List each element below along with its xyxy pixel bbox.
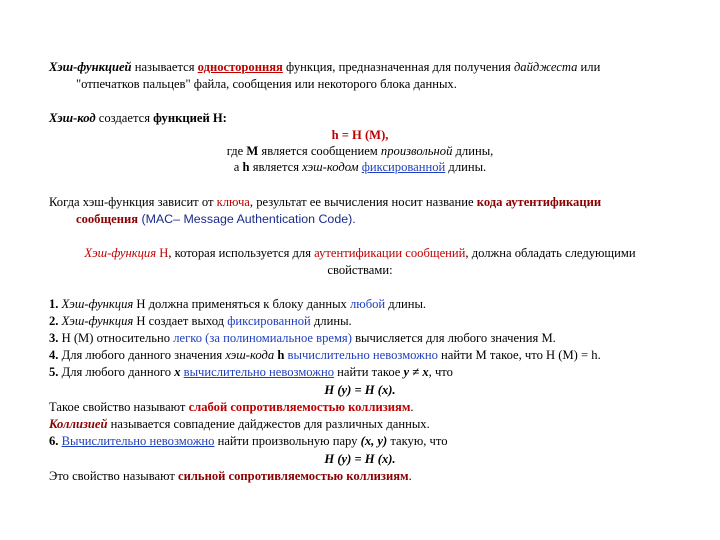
pair-xy: (х, y) <box>360 434 388 448</box>
expr-y-ne-x: y ≠ x <box>403 365 429 379</box>
text: Н должна применяться к блоку данных <box>133 297 350 311</box>
definition-line-1 <box>49 59 600 75</box>
text: найти M такое, что H (M) = h. <box>437 348 601 362</box>
text: . <box>410 400 414 414</box>
num: 6. <box>49 434 59 448</box>
text: Для любого данного <box>58 365 175 379</box>
text: , должна обладать следующими <box>465 246 636 260</box>
term-fixed: фиксированной <box>227 314 311 328</box>
text: называется <box>131 60 198 74</box>
term-weak-resistance: слабой сопротивляемостью коллизиям <box>188 400 411 414</box>
text: является сообщением <box>258 144 381 158</box>
text: вычисляется для любого значения М. <box>351 331 556 345</box>
mac-line-2 <box>76 211 356 227</box>
text: Н создает выход <box>133 314 228 328</box>
var-h: h <box>242 160 250 174</box>
var-x: х <box>174 365 181 379</box>
term: Хэш-функция <box>58 314 134 328</box>
num: 2. <box>49 314 59 328</box>
num: 5. <box>49 365 59 379</box>
term-key: ключа <box>216 195 250 209</box>
term-mac: (MAC– Message Authentication Code). <box>138 212 356 226</box>
definition-line-2: "отпечатков пальцев" файла, сообщения или некоторого блока данных. <box>76 77 457 91</box>
link-fixed[interactable]: фиксированной <box>361 160 446 174</box>
term-auth-code: кода аутентификации <box>476 195 602 209</box>
text: найти произвольную пару <box>214 434 361 448</box>
where-line <box>0 143 720 159</box>
text: Н (М) относительно <box>58 331 174 345</box>
term-hash-code-2: хэш-кодом <box>302 160 359 174</box>
mac-line-1 <box>49 194 601 210</box>
term-infeasible: вычислительно невозможно <box>287 348 438 362</box>
properties-intro-2: свойствами: <box>327 263 393 277</box>
var-h3: h <box>274 348 288 362</box>
text: длины, <box>452 144 494 158</box>
and-line <box>0 159 720 175</box>
term-any: любой <box>350 297 386 311</box>
property-2 <box>49 313 352 329</box>
term-one-way: односторонняя <box>197 60 283 74</box>
text: длины. <box>445 160 487 174</box>
term-message: сообщения <box>76 212 139 226</box>
text: , которая используется для <box>168 246 315 260</box>
text: где <box>226 144 247 158</box>
property-6 <box>49 433 448 449</box>
link-infeasible[interactable]: вычислительно невозможно <box>183 365 335 379</box>
term-digest: дайджеста <box>513 60 578 74</box>
var-m: М <box>246 144 259 158</box>
text: Такое свойство называют <box>49 400 189 414</box>
term: Хэш-функция <box>58 297 134 311</box>
text: функция, предназначенная для получения <box>282 60 514 74</box>
text: или <box>577 60 601 74</box>
property-1 <box>49 296 426 312</box>
text: является <box>249 160 303 174</box>
formula-h: h = H (M), <box>331 128 389 142</box>
text: , что <box>428 365 453 379</box>
collision-line <box>49 416 430 432</box>
term-easy: легко (за полиномиальное время) <box>173 331 352 345</box>
formula-weak: H (y) = H (x). <box>324 383 396 397</box>
text: длины. <box>385 297 427 311</box>
text: называется совпадение дайджестов для различных данных. <box>107 417 430 431</box>
properties-intro-1 <box>0 245 720 261</box>
text: Когда хэш-функция зависит от <box>49 195 217 209</box>
hash-code-line <box>49 110 227 126</box>
term-message-auth: аутентификации сообщений <box>314 246 466 260</box>
property-3 <box>49 330 556 346</box>
strong-resistance-line <box>49 468 412 484</box>
text: такую, что <box>387 434 448 448</box>
property-4 <box>49 347 601 363</box>
text: длины. <box>310 314 352 328</box>
text: найти такое <box>334 365 404 379</box>
link-infeasible-2[interactable]: Вычислительно невозможно <box>61 434 215 448</box>
text: Для любого данного значения <box>58 348 226 362</box>
text: а <box>233 160 243 174</box>
num: 3. <box>49 331 59 345</box>
term-hash-code: Хэш-код <box>49 111 96 125</box>
var-h2: H <box>156 246 169 260</box>
term-function-h: функцией Н: <box>153 111 227 125</box>
text: . <box>408 469 412 483</box>
text: Это свойство называют <box>49 469 179 483</box>
weak-resistance-line <box>49 399 414 415</box>
formula-strong: H (y) = H (x). <box>324 452 396 466</box>
term-collision: Коллизией <box>49 417 108 431</box>
term-strong-resistance: сильной сопротивляемостью коллизиям <box>178 469 409 483</box>
term-hash-function: Хэш-функцией <box>49 60 132 74</box>
term-hash-function-2: Хэш-функция <box>84 246 157 260</box>
num: 1. <box>49 297 59 311</box>
term-hash-code-3: хэш-кода <box>225 348 275 362</box>
text: создается <box>95 111 154 125</box>
term-arbitrary: произвольной <box>380 144 453 158</box>
num: 4. <box>49 348 59 362</box>
text: , результат ее вычисления носит название <box>249 195 477 209</box>
property-5 <box>49 364 453 380</box>
